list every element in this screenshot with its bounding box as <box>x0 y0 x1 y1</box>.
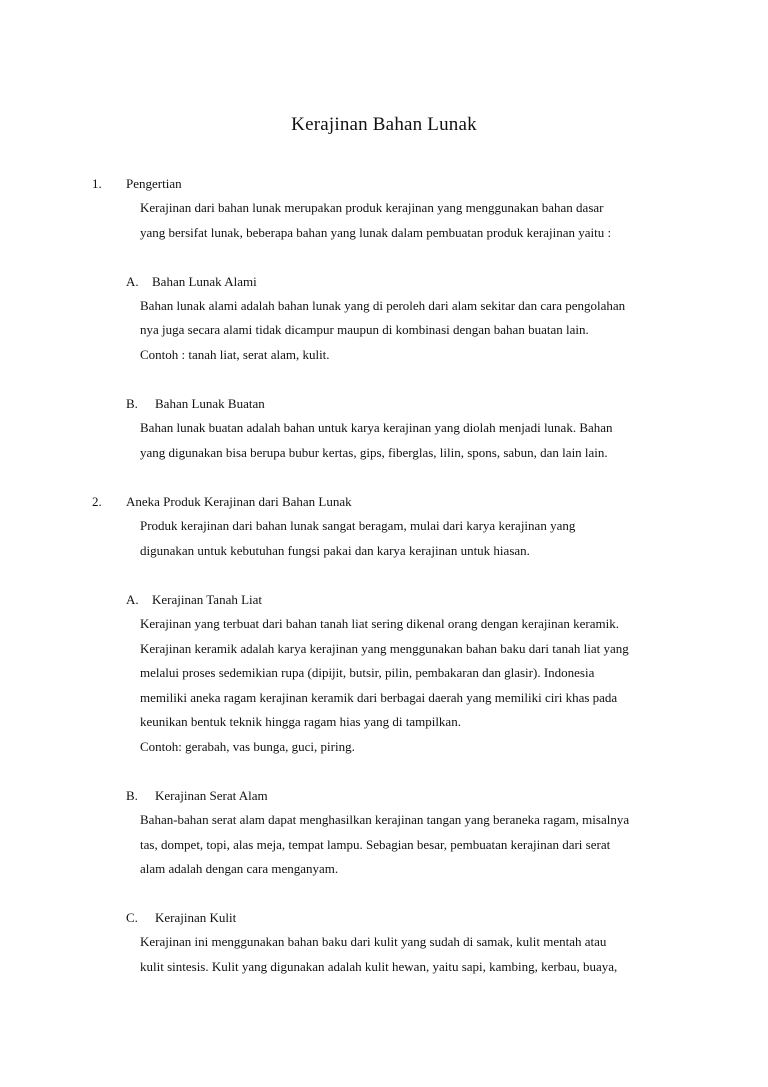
section-number: 2. <box>92 494 102 509</box>
section-heading: Pengertian <box>126 176 182 191</box>
subsection-letter: C. <box>126 910 138 925</box>
subsection-heading: Kerajinan Tanah Liat <box>152 592 263 607</box>
paragraph-line: melalui proses sedemikian rupa (dipijit, butsir, pilin, pembakaran dan glasir). Indonesia <box>140 665 595 680</box>
paragraph-line: Kerajinan dari bahan lunak merupakan produk kerajinan yang menggunakan bahan dasar <box>140 200 604 215</box>
paragraph-line: Bahan lunak buatan adalah bahan untuk karya kerajinan yang diolah menjadi lunak. Bahan <box>140 420 613 435</box>
paragraph-line: nya juga secara alami tidak dicampur maupun di kombinasi dengan bahan buatan lain. <box>140 322 589 337</box>
subsection-heading: Bahan Lunak Buatan <box>155 396 265 411</box>
paragraph-line: kulit sintesis. Kulit yang digunakan adalah kulit hewan, yaitu sapi, kambing, kerbau, buaya, <box>140 959 618 974</box>
paragraph-line: Produk kerajinan dari bahan lunak sangat beragam, mulai dari karya kerajinan yang <box>140 518 576 533</box>
subsection-heading: Kerajinan Serat Alam <box>155 788 268 803</box>
paragraph-line: Bahan lunak alami adalah bahan lunak yang di peroleh dari alam sekitar dan cara pengolahan <box>140 298 626 313</box>
paragraph-line: Kerajinan ini menggunakan bahan baku dari kulit yang sudah di samak, kulit mentah atau <box>140 934 607 949</box>
section-number: 1. <box>92 176 102 191</box>
paragraph-line: digunakan untuk kebutuhan fungsi pakai dan karya kerajinan untuk hiasan. <box>140 543 530 558</box>
subsection-letter: A. <box>126 592 139 607</box>
paragraph-line: Kerajinan keramik adalah karya kerajinan yang menggunakan bahan baku dari tanah liat yang <box>140 641 629 656</box>
paragraph-line: memiliki aneka ragam kerajinan keramik dari berbagai daerah yang memiliki ciri khas pada <box>140 690 618 705</box>
subsection-letter: B. <box>126 396 138 411</box>
paragraph-line: Contoh : tanah liat, serat alam, kulit. <box>140 347 330 362</box>
paragraph-line: yang bersifat lunak, beberapa bahan yang lunak dalam pembuatan produk kerajinan yaitu : <box>140 225 612 240</box>
paragraph-line: Bahan-bahan serat alam dapat menghasilkan kerajinan tangan yang beraneka ragam, misalnya <box>140 812 630 827</box>
paragraph-line: alam adalah dengan cara menganyam. <box>140 861 339 876</box>
paragraph-line: keunikan bentuk teknik hingga ragam hias yang di tampilkan. <box>140 714 461 729</box>
subsection-letter: B. <box>126 788 138 803</box>
paragraph-line: Kerajinan yang terbuat dari bahan tanah liat sering dikenal orang dengan kerajinan keramik. <box>140 616 620 631</box>
paragraph-line: tas, dompet, topi, alas meja, tempat lampu. Sebagian besar, pembuatan kerajinan dari serat <box>140 837 611 852</box>
paragraph-line: yang digunakan bisa berupa bubur kertas, gips, fiberglas, lilin, spons, sabun, dan lain lain. <box>140 445 608 460</box>
paragraph-line: Contoh: gerabah, vas bunga, guci, piring. <box>140 739 355 754</box>
subsection-heading: Kerajinan Kulit <box>155 910 237 925</box>
subsection-heading: Bahan Lunak Alami <box>152 274 257 289</box>
document-title: Kerajinan Bahan Lunak <box>291 114 477 135</box>
subsection-letter: A. <box>126 274 139 289</box>
section-heading: Aneka Produk Kerajinan dari Bahan Lunak <box>126 494 352 509</box>
